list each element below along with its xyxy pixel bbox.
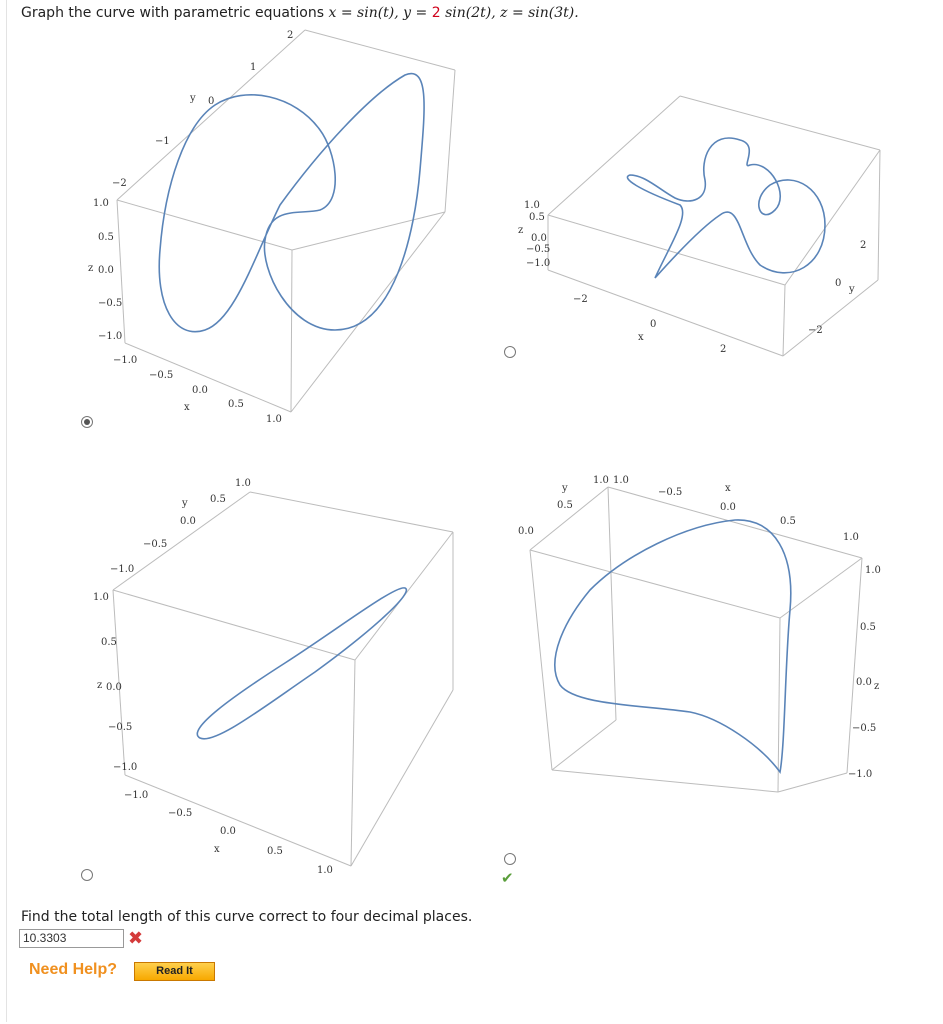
plot-d-x-ticks bbox=[613, 475, 859, 543]
tick-label: 0 bbox=[208, 96, 215, 107]
tick-label: −0.5 bbox=[168, 808, 193, 819]
tick-label: 1.0 bbox=[865, 565, 881, 576]
tick-label: 1 bbox=[250, 62, 257, 73]
incorrect-x-icon: ✖ bbox=[128, 928, 144, 949]
tick-label: −0.5 bbox=[143, 539, 168, 550]
plot-d-z-ticks bbox=[848, 565, 881, 780]
plot-a-x-ticks bbox=[113, 355, 282, 425]
axis-title: y bbox=[562, 483, 568, 494]
tick-label: 0.0 bbox=[106, 682, 122, 693]
axis-title: y bbox=[182, 498, 188, 509]
plot-b-x-ticks bbox=[573, 294, 726, 355]
tick-label: −2 bbox=[808, 325, 823, 336]
plot-d-svg bbox=[515, 472, 900, 802]
tick-label: −2 bbox=[112, 178, 127, 189]
need-help-label: Need Help? bbox=[29, 961, 118, 978]
axis-title: y bbox=[849, 284, 855, 295]
tick-label: 0.5 bbox=[780, 516, 796, 527]
tick-label: 1.0 bbox=[524, 200, 540, 211]
tick-label: −1.0 bbox=[110, 564, 135, 575]
plot-a-y-ticks bbox=[112, 30, 293, 189]
plot-b-svg bbox=[510, 90, 900, 370]
tick-label: −2 bbox=[573, 294, 588, 305]
plot-option-c bbox=[80, 472, 480, 880]
plot-a-z-ticks bbox=[88, 198, 122, 342]
tick-label: 1.0 bbox=[843, 532, 859, 543]
tick-label: 0.0 bbox=[220, 826, 236, 837]
axis-title: x bbox=[214, 844, 220, 855]
tick-label: 0.0 bbox=[518, 526, 534, 537]
tick-label: 0.5 bbox=[267, 846, 283, 857]
tick-label: −1.0 bbox=[98, 331, 123, 342]
tick-label: 0.0 bbox=[531, 233, 547, 244]
read-it-button[interactable]: Read It bbox=[134, 962, 215, 981]
length-prompt: Find the total length of this curve correct to four decimal places. bbox=[21, 909, 473, 925]
plot-c-y-ticks bbox=[110, 478, 251, 575]
tick-label: −1.0 bbox=[124, 790, 149, 801]
tick-label: 1.0 bbox=[235, 478, 251, 489]
plot-c-x-ticks bbox=[124, 790, 333, 876]
tick-label: 0 bbox=[835, 278, 842, 289]
option-a-radio[interactable] bbox=[81, 416, 93, 428]
tick-label: 0.0 bbox=[192, 385, 208, 396]
tick-label: 1.0 bbox=[93, 592, 109, 603]
tick-label: −1.0 bbox=[526, 258, 551, 269]
axis-title: x bbox=[725, 483, 731, 494]
axis-title: z bbox=[88, 263, 94, 274]
tick-label: 0.5 bbox=[529, 212, 545, 223]
axis-title: z bbox=[518, 225, 524, 236]
tick-label: −1.0 bbox=[848, 769, 873, 780]
length-answer-input[interactable]: 10.3303 bbox=[19, 929, 124, 948]
tick-label: 1.0 bbox=[266, 414, 282, 425]
axis-title: z bbox=[97, 680, 103, 691]
plot-option-b bbox=[510, 90, 900, 370]
tick-label: −0.5 bbox=[526, 244, 551, 255]
tick-label: 0.5 bbox=[210, 494, 226, 505]
tick-label: 0.5 bbox=[228, 399, 244, 410]
tick-label: −0.5 bbox=[149, 370, 174, 381]
tick-label: −1 bbox=[155, 136, 170, 147]
axis-title: z bbox=[874, 681, 880, 692]
tick-label: 0.0 bbox=[98, 265, 114, 276]
tick-label: 0.5 bbox=[860, 622, 876, 633]
tick-label: 1.0 bbox=[93, 198, 109, 209]
plot-option-a bbox=[80, 26, 480, 431]
tick-label: 1.0 bbox=[613, 475, 629, 486]
plot-a-svg bbox=[80, 26, 480, 431]
tick-label: 0 bbox=[650, 319, 657, 330]
tick-label: 0.5 bbox=[557, 500, 573, 511]
plot-option-d bbox=[515, 472, 900, 802]
tick-label: 1.0 bbox=[317, 865, 333, 876]
tick-label: −0.5 bbox=[108, 722, 133, 733]
plot-b-z-ticks bbox=[518, 200, 550, 269]
tick-label: 0.0 bbox=[720, 502, 736, 513]
tick-label: 1.0 bbox=[593, 475, 609, 486]
tick-label: 2 bbox=[860, 240, 867, 251]
tick-label: 0.5 bbox=[98, 232, 114, 243]
tick-label: −0.5 bbox=[852, 723, 877, 734]
axis-title: x bbox=[638, 332, 644, 343]
coefficient: 2 bbox=[431, 5, 441, 21]
tick-label: −1.0 bbox=[113, 355, 138, 366]
tick-label: 2 bbox=[287, 30, 294, 41]
tick-label: −0.5 bbox=[98, 298, 123, 309]
axis-title: x bbox=[184, 402, 190, 413]
tick-label: −0.5 bbox=[658, 487, 683, 498]
tick-label: 0.0 bbox=[180, 516, 196, 527]
option-c-radio[interactable] bbox=[81, 869, 93, 881]
tick-label: 0.5 bbox=[101, 637, 117, 648]
option-d-radio[interactable] bbox=[504, 853, 516, 865]
question-text: Graph the curve with parametric equations x = sin(t), y = 2 sin(2t), z = sin(3t). bbox=[21, 5, 579, 21]
plot-d-y-ticks bbox=[518, 475, 609, 537]
tick-label: 2 bbox=[720, 344, 727, 355]
tick-label: 0.0 bbox=[856, 677, 872, 688]
tick-label: −1.0 bbox=[113, 762, 138, 773]
plot-c-svg bbox=[80, 472, 480, 880]
axis-title: y bbox=[190, 93, 196, 104]
correct-check-icon: ✔ bbox=[501, 869, 514, 887]
option-b-radio[interactable] bbox=[504, 346, 516, 358]
